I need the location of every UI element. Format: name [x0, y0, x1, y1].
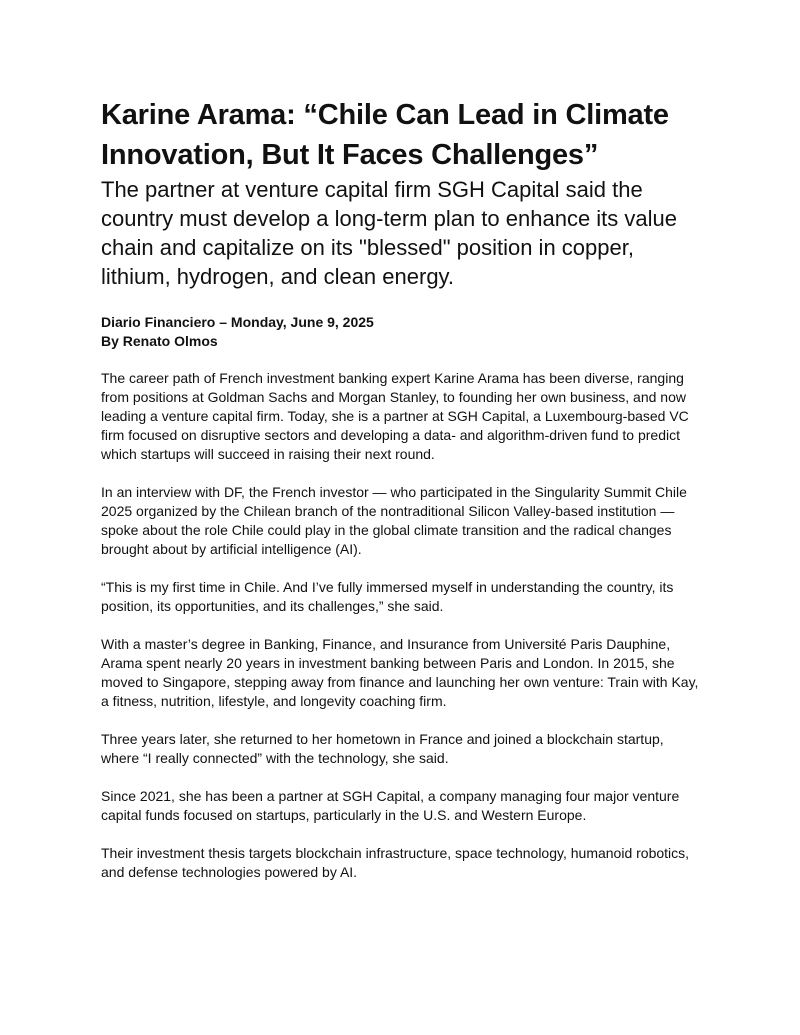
article-body: [101, 369, 701, 882]
body-paragraph: The career path of French investment banking expert Karine Arama has been diverse, ranging from positions at Goldman Sachs and Morgan Stanley, to founding her own business, and now leading a venture capital firm. Today, she is a partner at SGH Capital, a Luxembourg-based VC firm focused on disruptive sectors and developing a data- and algorithm-driven fund to predict which startups will succeed in raising their next round.: [101, 370, 689, 462]
article-headline: Karine Arama: “Chile Can Lead in Climate Innovation, But It Faces Challenges”: [101, 99, 669, 171]
body-paragraph: “This is my first time in Chile. And I’ve fully immersed myself in understanding the country, its position, its opportunities, and its challenges,” she said.: [101, 579, 674, 614]
body-paragraph: In an interview with DF, the French investor — who participated in the Singularity Summit Chile 2025 organized by the Chilean branch of the nontraditional Silicon Valley-based institution — spoke about the role Chile could play in the global climate transition and the radical changes brought about by artificial intelligence (AI).: [101, 484, 687, 557]
body-paragraph: With a master’s degree in Banking, Finance, and Insurance from Université Paris Dauphine, Arama spent nearly 20 years in investment banking between Paris and London. In 2015, she moved to Singapore, stepping away from finance and launching her own venture: Train with Kay, a fitness, nutrition, lifestyle, and longevity coaching firm.: [101, 636, 699, 709]
article-subheadline: The partner at venture capital firm SGH Capital said the country must develop a long-term plan to enhance its value chain and capitalize on its "blessed" position in copper, lithium, hydrogen, and clean energy.: [101, 177, 677, 289]
article: [101, 95, 701, 901]
byline: By Renato Olmos: [101, 333, 218, 349]
article-meta: [101, 313, 701, 351]
body-paragraph: Three years later, she returned to her hometown in France and joined a blockchain startup, where “I really connected” with the technology, she said.: [101, 731, 664, 766]
body-paragraph: Their investment thesis targets blockchain infrastructure, space technology, humanoid robotics, and defense technologies powered by AI.: [101, 845, 690, 880]
body-paragraph: Since 2021, she has been a partner at SGH Capital, a company managing four major venture capital funds focused on startups, particularly in the U.S. and Western Europe.: [101, 788, 680, 823]
source-date-line: Diario Financiero – Monday, June 9, 2025: [101, 314, 374, 330]
